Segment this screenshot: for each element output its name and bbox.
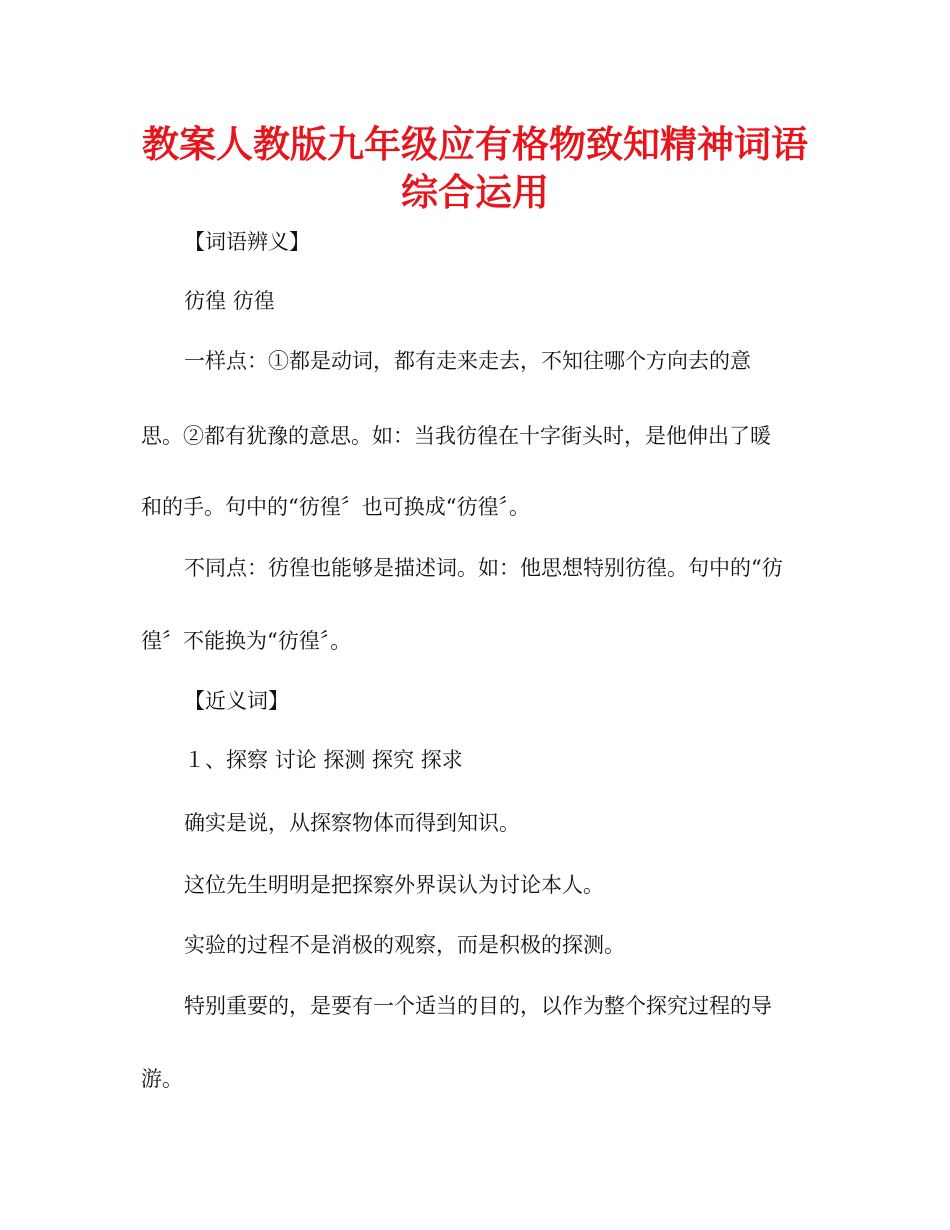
paragraph-line: 特别重要的，是要有一个适当的目的，以作为整个探究过程的导 [184,994,772,1018]
paragraph-line: 实验的过程不是消极的观察，而是积极的探测。 [184,933,625,957]
document-title-line-2: 综合运用 [401,171,549,214]
section-heading-synonyms: 【近义词】 [184,689,289,713]
paragraph-line: 一样点：①都是动词，都有走来走去，不知往哪个方向去的意 [184,349,751,373]
paragraph-line: 和的手。句中的“彷徨〞也可换成“彷徨〞。 [141,495,530,519]
word-pair: 彷徨 彷徨 [184,289,275,313]
section-heading-word-distinction: 【词语辨义】 [184,230,310,254]
paragraph-line: 游。 [141,1067,183,1091]
synonym-list: １、探察 讨论 探测 探究 探求 [184,748,463,772]
paragraph-line: 不同点：彷徨也能够是描述词。如：他思想特别彷徨。句中的“彷 [184,556,783,580]
paragraph-line: 这位先生明明是把探察外界误认为讨论本人。 [184,873,604,897]
paragraph-line: 思。②都有犹豫的意思。如：当我彷徨在十字街头时，是他伸出了暖 [141,424,771,448]
document-title-line-1: 教案人教版九年级应有格物致知精神词语 [142,123,808,166]
paragraph-line: 徨〞不能换为“彷徨〞。 [141,629,352,653]
paragraph-line: 确实是说，从探察物体而得到知识。 [184,811,520,835]
